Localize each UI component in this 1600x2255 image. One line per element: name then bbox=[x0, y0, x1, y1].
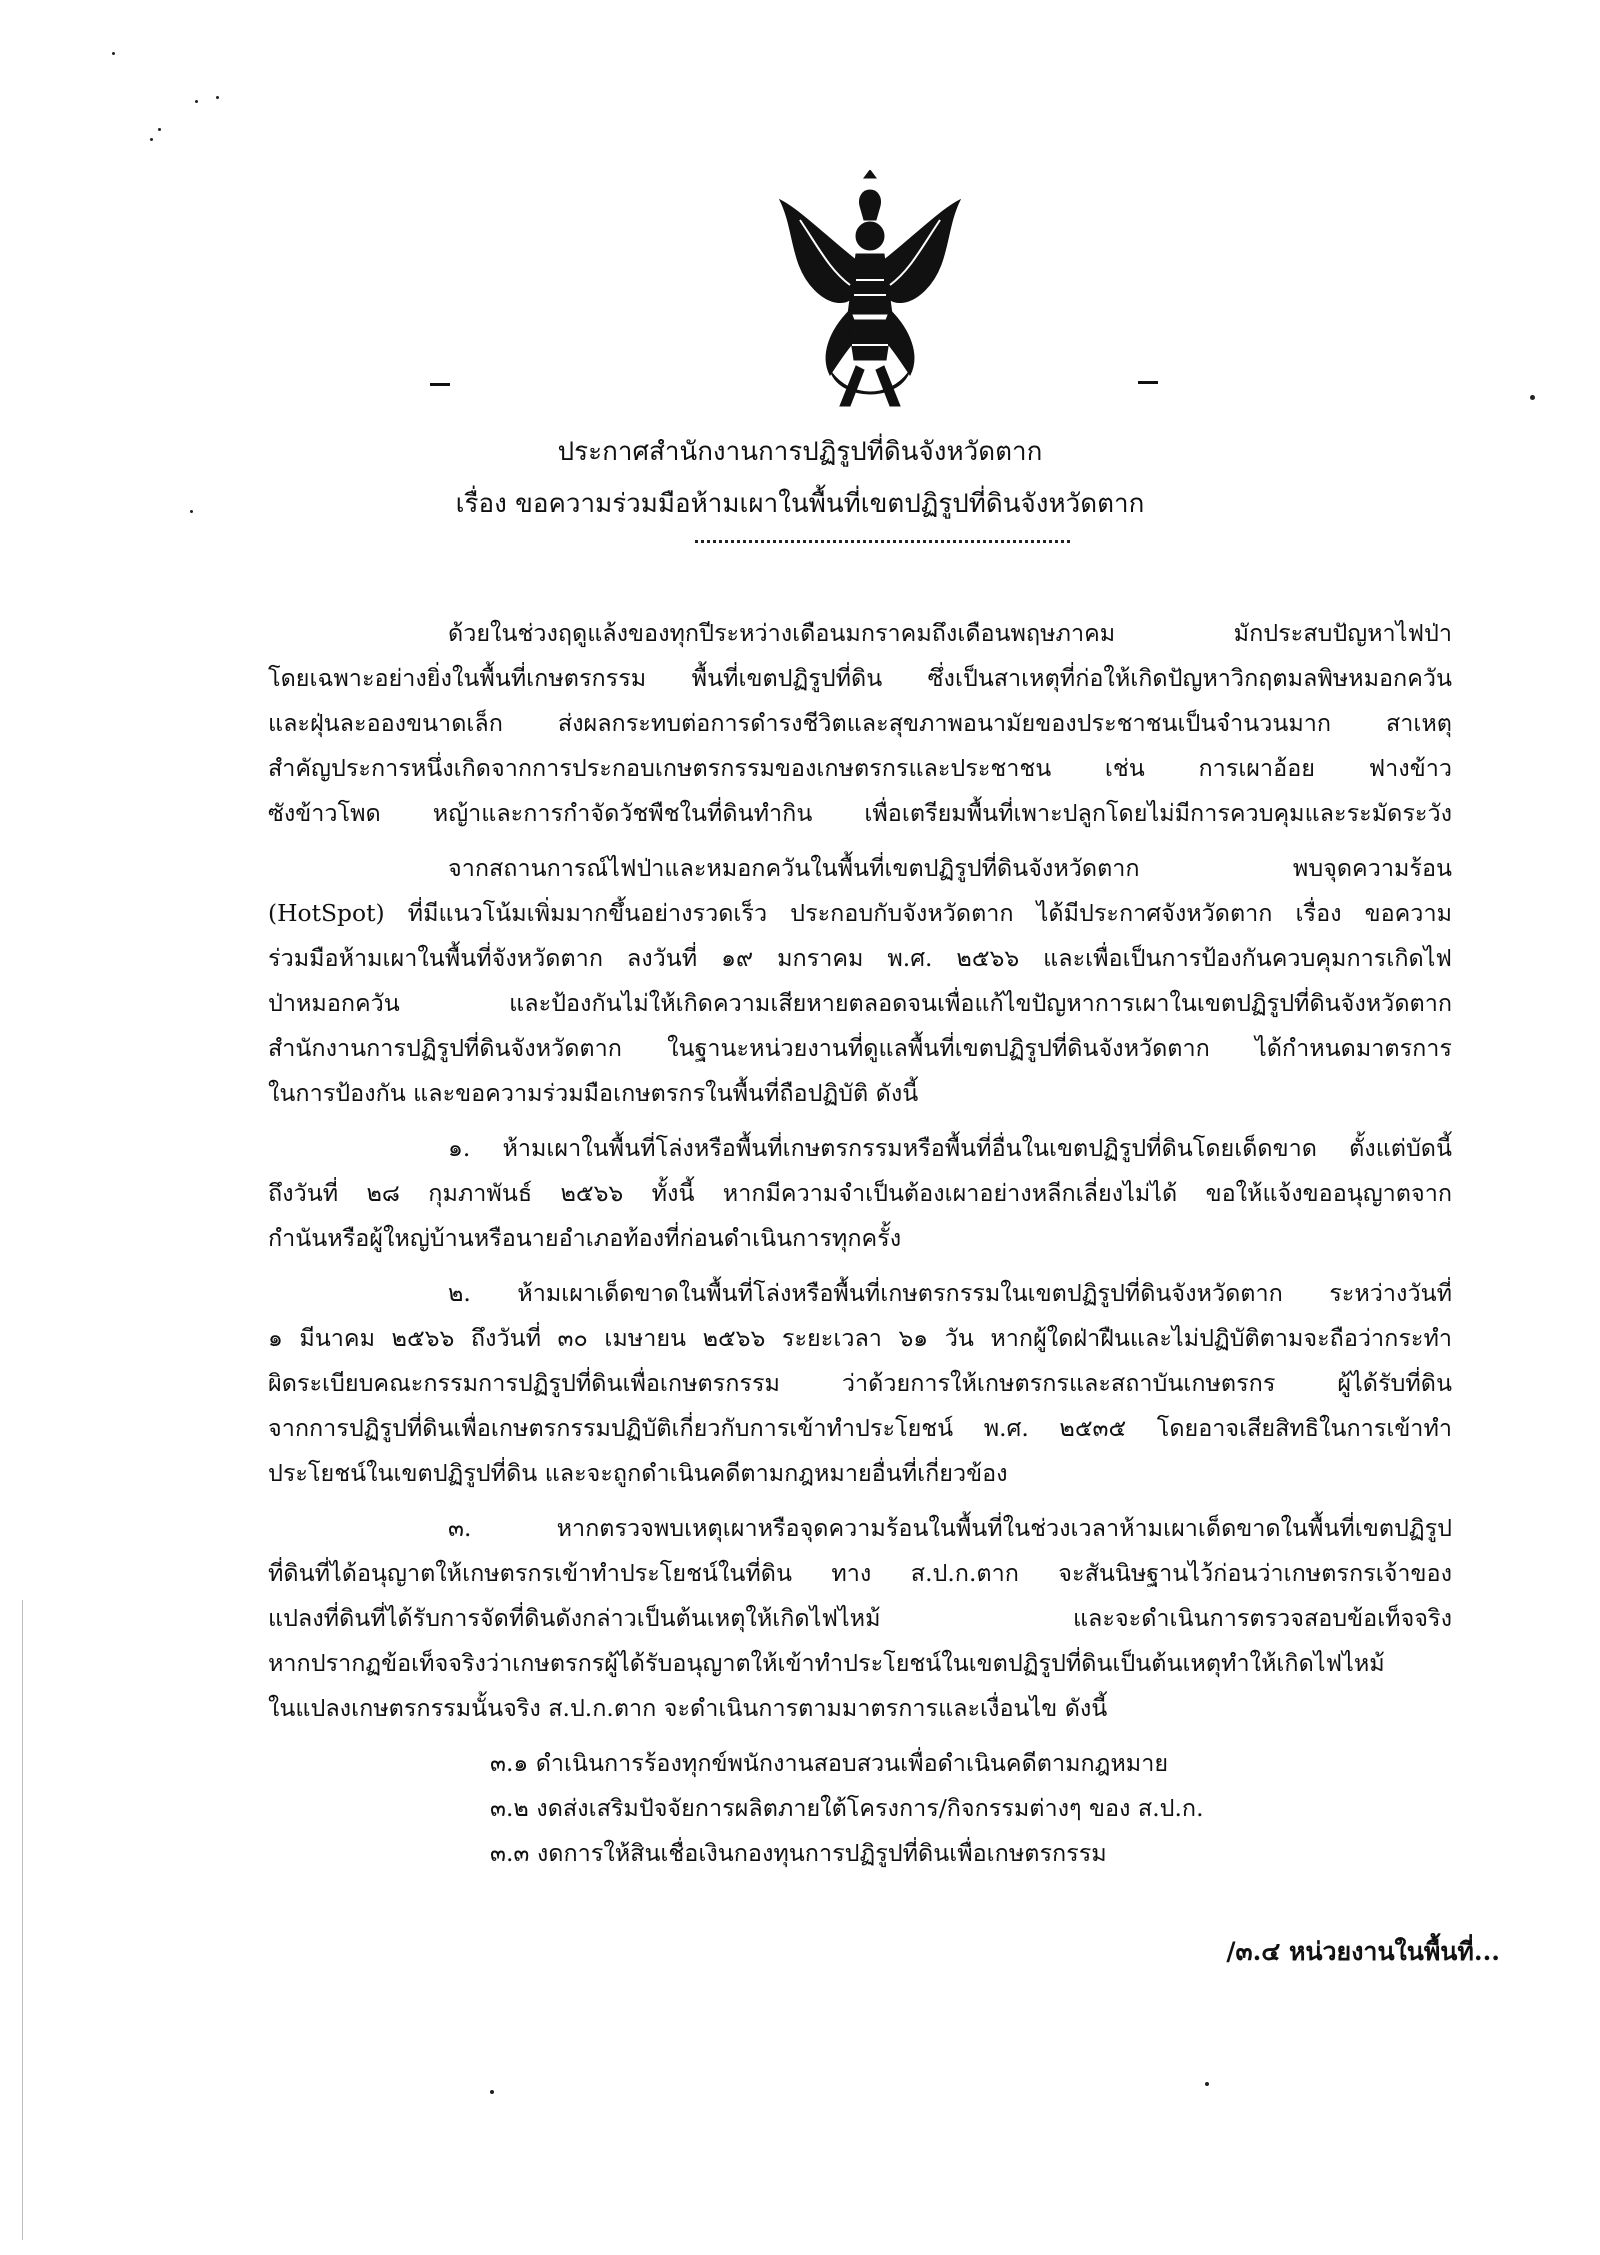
scan-margin-line bbox=[22, 1600, 23, 2240]
scan-speck bbox=[158, 128, 161, 131]
sub-measure-3-2: ๓.๒ งดส่งเสริมปัจจัยการผลิตภายใต้โครงการ/กิจกรรมต่างๆ ของ ส.ป.ก. bbox=[490, 1794, 1204, 1822]
measure-3-line: แปลงที่ดินที่ได้รับการจัดที่ดินดังกล่าวเป็นต้นเหตุให้เกิดไฟไหม้ และจะดำเนินการตรวจสอบข้อเท็จจริง bbox=[268, 1604, 1452, 1632]
body-line: ในการป้องกัน และขอความร่วมมือเกษตรกรในพื้นที่ถือปฏิบัติ ดังนี้ bbox=[268, 1079, 919, 1107]
measure-1-line: ถึงวันที่ ๒๘ กุมภาพันธ์ ๒๕๖๖ ทั้งนี้ หากมีความจำเป็นต้องเผาอย่างหลีกเลี่ยงไม่ได้ ขอให้แจ้งขออนุญาตจาก bbox=[268, 1179, 1452, 1207]
continuation-note: /๓.๔ หน่วยงานในพื้นที่... bbox=[1226, 1937, 1500, 1966]
scan-speck bbox=[216, 96, 219, 99]
measure-3-line: ๓. หากตรวจพบเหตุเผาหรือจุดความร้อนในพื้นที่ในช่วงเวลาห้ามเผาเด็ดขาดในพื้นที่เขตปฏิรูป bbox=[448, 1514, 1452, 1542]
sub-measure-3-1: ๓.๑ ดำเนินการร้องทุกข์พนักงานสอบสวนเพื่อดำเนินคดีตามกฎหมาย bbox=[490, 1749, 1169, 1777]
body-line: ป่าหมอกควัน และป้องกันไม่ให้เกิดความเสียหายตลอดจนเพื่อแก้ไขปัญหาการเผาในเขตปฏิรูปที่ดินจังหวัดตาก bbox=[268, 989, 1452, 1017]
body-line: จากสถานการณ์ไฟป่าและหมอกควันในพื้นที่เขตปฏิรูปที่ดินจังหวัดตาก พบจุดความร้อน bbox=[448, 854, 1452, 882]
announcement-subject: เรื่อง ขอความร่วมมือห้ามเผาในพื้นที่เขตปฏิรูปที่ดินจังหวัดตาก bbox=[455, 489, 1145, 519]
body-line: สำนักงานการปฏิรูปที่ดินจังหวัดตาก ในฐานะหน่วยงานที่ดูแลพื้นที่เขตปฏิรูปที่ดินจังหวัดตาก ได้กำหนดมาตรการ bbox=[268, 1034, 1452, 1062]
measure-2-line: ๑ มีนาคม ๒๕๖๖ ถึงวันที่ ๓๐ เมษายน ๒๕๖๖ ระยะเวลา ๖๑ วัน หากผู้ใดฝ่าฝืนและไม่ปฏิบัติตามจะถือว่ากระทำ bbox=[268, 1324, 1452, 1352]
body-line: ซังข้าวโพด หญ้าและการกำจัดวัชพืชในที่ดินทำกิน เพื่อเตรียมพื้นที่เพาะปลูกโดยไม่มีการควบคุมและระมัดระวัง bbox=[268, 799, 1452, 827]
body-line: ด้วยในช่วงฤดูแล้งของทุกปีระหว่างเดือนมกราคมถึงเดือนพฤษภาคม มักประสบปัญหาไฟป่า bbox=[448, 619, 1452, 647]
scan-speck bbox=[1530, 395, 1535, 400]
scan-speck bbox=[112, 52, 115, 55]
title-divider bbox=[695, 540, 1070, 543]
measure-2-line: จากการปฏิรูปที่ดินเพื่อเกษตรกรรมปฏิบัติเกี่ยวกับการเข้าทำประโยชน์ พ.ศ. ๒๕๓๕ โดยอาจเสียสิทธิในการเข้าทำ bbox=[268, 1414, 1452, 1442]
measure-2-line: ผิดระเบียบคณะกรรมการปฏิรูปที่ดินเพื่อเกษตรกรรม ว่าด้วยการให้เกษตรกรและสถาบันเกษตรกร ผู้ได้รับที่ดิน bbox=[268, 1369, 1452, 1397]
body-line: ร่วมมือห้ามเผาในพื้นที่จังหวัดตาก ลงวันที่ ๑๙ มกราคม พ.ศ. ๒๕๖๖ และเพื่อเป็นการป้องกันควบคุมการเกิดไฟ bbox=[268, 944, 1452, 972]
scan-speck bbox=[1205, 2082, 1209, 2086]
body-line: สำคัญประการหนึ่งเกิดจากการประกอบเกษตรกรรมของเกษตรกรและประชาชน เช่น การเผาอ้อย ฟางข้าว bbox=[268, 754, 1452, 782]
scan-dash-left bbox=[430, 383, 450, 386]
measure-2-line: ประโยชน์ในเขตปฏิรูปที่ดิน และจะถูกดำเนินคดีตามกฎหมายอื่นที่เกี่ยวข้อง bbox=[268, 1459, 1008, 1487]
body-line: (HotSpot) ที่มีแนวโน้มเพิ่มมากขึ้นอย่างรวดเร็ว ประกอบกับจังหวัดตาก ได้มีประกาศจังหวัดตาก เรื่อง ขอความ bbox=[268, 899, 1452, 927]
measure-2-line: ๒. ห้ามเผาเด็ดขาดในพื้นที่โล่งหรือพื้นที่เกษตรกรรมในเขตปฏิรูปที่ดินจังหวัดตาก ระหว่างวันที่ bbox=[448, 1279, 1452, 1307]
body-line: และฝุ่นละอองขนาดเล็ก ส่งผลกระทบต่อการดำรงชีวิตและสุขภาพอนามัยของประชาชนเป็นจำนวนมาก สาเหตุ bbox=[268, 709, 1452, 737]
measure-1-line: กำนันหรือผู้ใหญ่บ้านหรือนายอำเภอท้องที่ก่อนดำเนินการทุกครั้ง bbox=[268, 1224, 902, 1252]
scan-speck bbox=[490, 2090, 494, 2094]
scan-speck bbox=[195, 100, 198, 103]
scan-dash-right bbox=[1138, 381, 1158, 384]
measure-3-line: หากปรากฏข้อเท็จจริงว่าเกษตรกรผู้ได้รับอนุญาตให้เข้าทำประโยชน์ในเขตปฏิรูปที่ดินเป็นต้นเหตุทำให้เกิดไฟไหม้ bbox=[268, 1649, 1385, 1677]
body-line: โดยเฉพาะอย่างยิ่งในพื้นที่เกษตรกรรม พื้นที่เขตปฏิรูปที่ดิน ซึ่งเป็นสาเหตุที่ก่อให้เกิดปัญหาวิกฤตมลพิษหมอกควัน bbox=[268, 664, 1452, 692]
scan-speck bbox=[190, 510, 193, 513]
measure-1-line: ๑. ห้ามเผาในพื้นที่โล่งหรือพื้นที่เกษตรกรรมหรือพื้นที่อื่นในเขตปฏิรูปที่ดินโดยเด็ดขาด ตั้งแต่บัดนี้ bbox=[448, 1134, 1452, 1162]
sub-measure-3-3: ๓.๓ งดการให้สินเชื่อเงินกองทุนการปฏิรูปที่ดินเพื่อเกษตรกรรม bbox=[490, 1839, 1107, 1867]
garuda-emblem-icon bbox=[760, 170, 980, 415]
scan-speck bbox=[150, 138, 153, 141]
measure-3-line: ที่ดินที่ได้อนุญาตให้เกษตรกรเข้าทำประโยชน์ในที่ดิน ทาง ส.ป.ก.ตาก จะสันนิษฐานไว้ก่อนว่าเกษตรกรเจ้าของ bbox=[268, 1559, 1452, 1587]
announcement-title: ประกาศสำนักงานการปฏิรูปที่ดินจังหวัดตาก bbox=[557, 437, 1043, 467]
measure-3-line: ในแปลงเกษตรกรรมนั้นจริง ส.ป.ก.ตาก จะดำเนินการตามมาตรการและเงื่อนไข ดังนี้ bbox=[268, 1694, 1108, 1722]
